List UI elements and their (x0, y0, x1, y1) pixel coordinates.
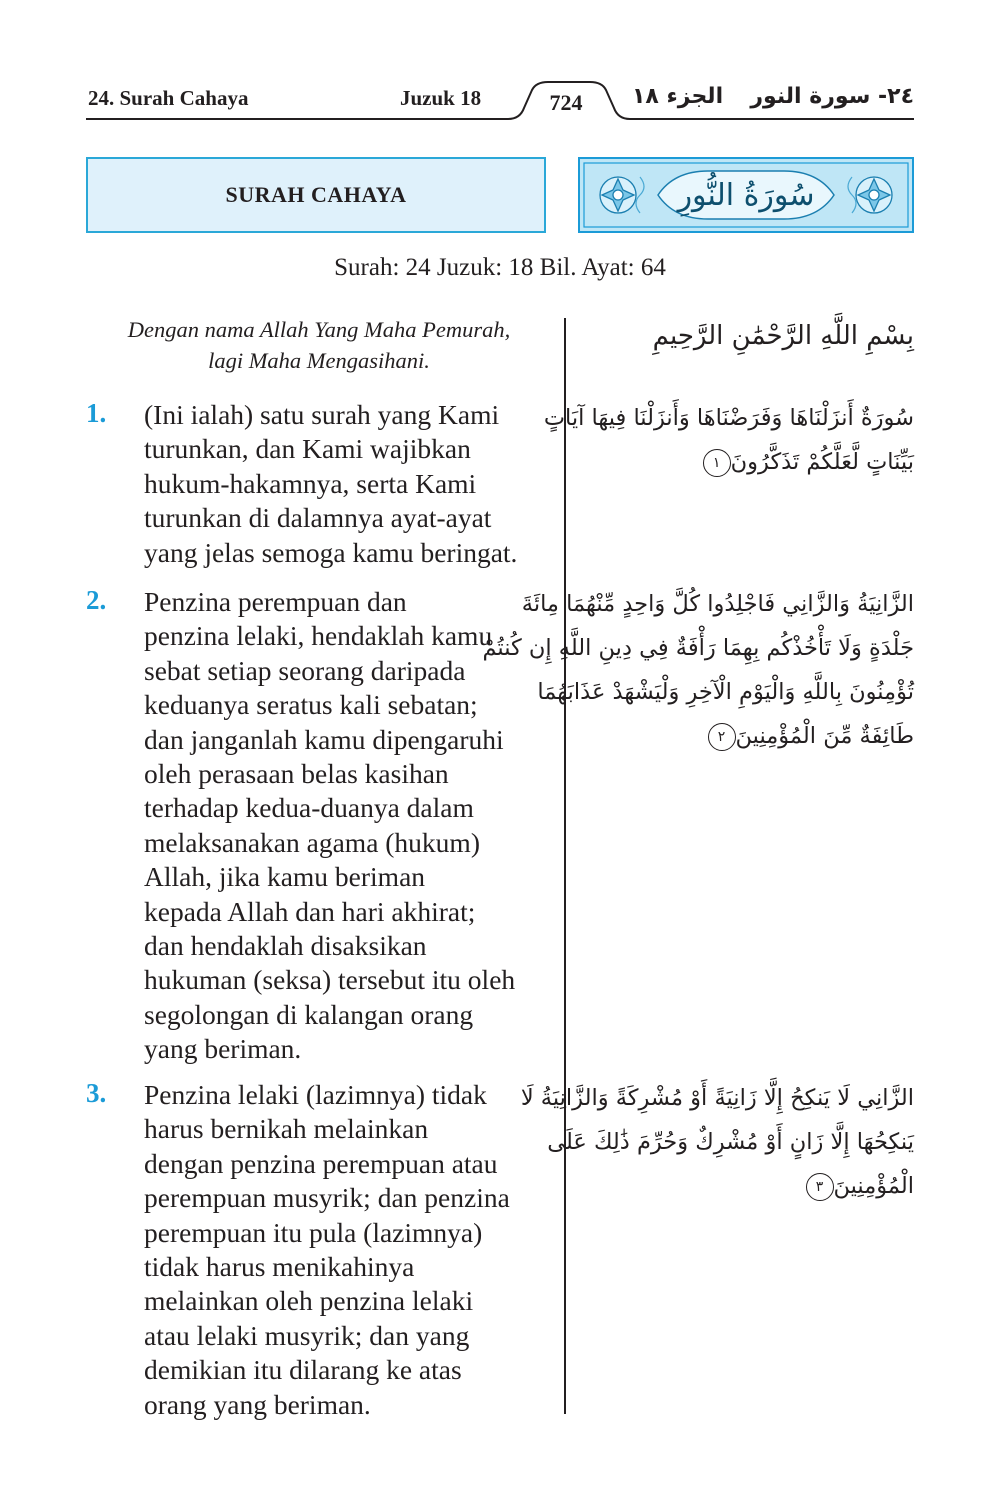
verse-line: sebat setiap seorang daripada (144, 654, 466, 686)
verse-line: kepada Allah dan hari akhirat; (144, 895, 476, 927)
basmalah-translation (96, 314, 542, 376)
verse-line: dan hendaklah disaksikan (144, 930, 427, 962)
verse-line: orang yang beriman. (144, 1388, 371, 1420)
running-juzuk: Juzuk 18 (400, 86, 482, 110)
arabic-line: جَلْدَةٍ وَلَا تَأْخُذْكُم بِهِمَا رَأْفَةٌ فِي دِينِ اللَّهِ إِن كُنتُمْ (482, 635, 914, 661)
verse-line: melainkan oleh penzina lelaki (144, 1285, 474, 1317)
arabic-line-text: طَائِفَةٌ مِّنَ الْمُؤْمِنِينَ (735, 723, 914, 749)
verse-line: turunkan, dan Kami wajibkan (144, 433, 471, 465)
arabic-line-text: بَيِّنَاتٍ لَّعَلَّكُمْ تَذَكَّرُونَ (730, 449, 914, 475)
verse-line: oleh perasaan belas kasihan (144, 758, 449, 790)
verse-line: Penzina lelaki (lazimnya) tidak (144, 1079, 487, 1110)
running-juzuk-arabic: الجزء ١٨ (632, 84, 724, 109)
arabic-line: يَنكِحُهَا إِلَّا زَانٍ أَوْ مُشْرِكٌ وَحُرِّمَ ذَٰلِكَ عَلَى (547, 1129, 914, 1155)
arabic-line: الزَّانِي لَا يَنكِحُ إِلَّا زَانِيَةً أَوْ مُشْرِكَةً وَالزَّانِيَةُ لَا (520, 1085, 914, 1111)
ayah-marker-icon: ٢ (708, 723, 736, 751)
verse-number: 2. (86, 585, 107, 615)
verse-line: turunkan di dalamnya ayat-ayat (144, 502, 492, 534)
surah-ornament (578, 157, 914, 233)
verse-translation (144, 1078, 559, 1422)
verse-line: harus bernikah melainkan (144, 1113, 429, 1145)
verse-arabic (482, 582, 914, 758)
verse-line: penzina lelaki, hendaklah kamu (144, 620, 493, 652)
verse-number: 1. (86, 398, 107, 428)
verse-line: dengan penzina perempuan atau (144, 1147, 498, 1179)
ayah-marker-icon: ١ (703, 449, 731, 477)
verse-line: keduanya seratus kali sebatan; (144, 689, 478, 721)
surah-title-box (86, 157, 546, 233)
basmalah-line: Dengan nama Allah Yang Maha Pemurah, (127, 317, 511, 342)
verse-line: demikian itu dilarang ke atas (144, 1354, 462, 1386)
verse-line: perempuan musyrik; dan penzina (144, 1182, 510, 1214)
verse-line: hukuman (seksa) tersebut itu oleh (144, 964, 516, 996)
basmalah-line: lagi Maha Mengasihani. (208, 348, 430, 373)
running-surah-title: 24. Surah Cahaya (88, 86, 249, 110)
verse-line: perempuan itu pula (lazimnya) (144, 1216, 483, 1248)
arabic-line: سُورَةٌ أَنزَلْنَاهَا وَفَرَضْنَاهَا وَأَنزَلْنَا فِيهَا آيَاتٍ (543, 405, 914, 431)
running-surah-arabic: ٢٤- سورة النور (750, 84, 914, 109)
verse-arabic (543, 396, 914, 484)
page-number: 724 (549, 90, 583, 115)
verse-line: terhadap kedua-duanya dalam (144, 792, 474, 824)
verse-number: 3. (86, 1078, 107, 1108)
verse-line: yang jelas semoga kamu beringat. (144, 536, 518, 568)
arabic-line: الزَّانِيَةُ وَالزَّانِي فَاجْلِدُوا كُلَّ وَاحِدٍ مِّنْهُمَا مِائَةَ (521, 591, 914, 617)
arabic-line (586, 440, 914, 484)
verse-line: tidak harus menikahinya (144, 1251, 415, 1283)
verse-line: segolongan di kalangan orang (144, 998, 474, 1030)
basmalah-arabic: بِسْمِ اللَّهِ الرَّحْمَٰنِ الرَّحِيمِ (652, 321, 914, 351)
verse-line: (Ini ialah) satu surah yang Kami (144, 399, 500, 430)
verse-line: Allah, jika kamu beriman (144, 861, 426, 893)
verse-translation (144, 398, 559, 570)
column-divider (564, 318, 566, 1414)
arabic-line-text: الْمُؤْمِنِينَ (833, 1173, 914, 1199)
arabic-line (586, 714, 914, 758)
verse-arabic (520, 1076, 914, 1208)
surah-title-arabic: سُورَةُ النُّورِ (677, 177, 815, 213)
verse-line: hukum-hakamnya, serta Kami (144, 467, 477, 499)
surah-meta: Surah: 24 Juzuk: 18 Bil. Ayat: 64 (334, 254, 666, 281)
verse-line: melaksanakan agama (hukum) (144, 826, 480, 858)
verse-line: atau lelaki musyrik; dan yang (144, 1319, 470, 1351)
ayah-marker-icon: ٣ (806, 1173, 834, 1201)
arabic-line (586, 1164, 914, 1208)
arabic-line: تُؤْمِنُونَ بِاللَّهِ وَالْيَوْمِ الْآخِرِ وَلْيَشْهَدْ عَذَابَهُمَا (537, 679, 914, 705)
verse-line: dan janganlah kamu dipengaruhi (144, 723, 504, 755)
verse-line: yang beriman. (144, 1033, 302, 1065)
verse-line: Penzina perempuan dan (144, 586, 407, 617)
surah-title: SURAH CAHAYA (225, 182, 407, 207)
